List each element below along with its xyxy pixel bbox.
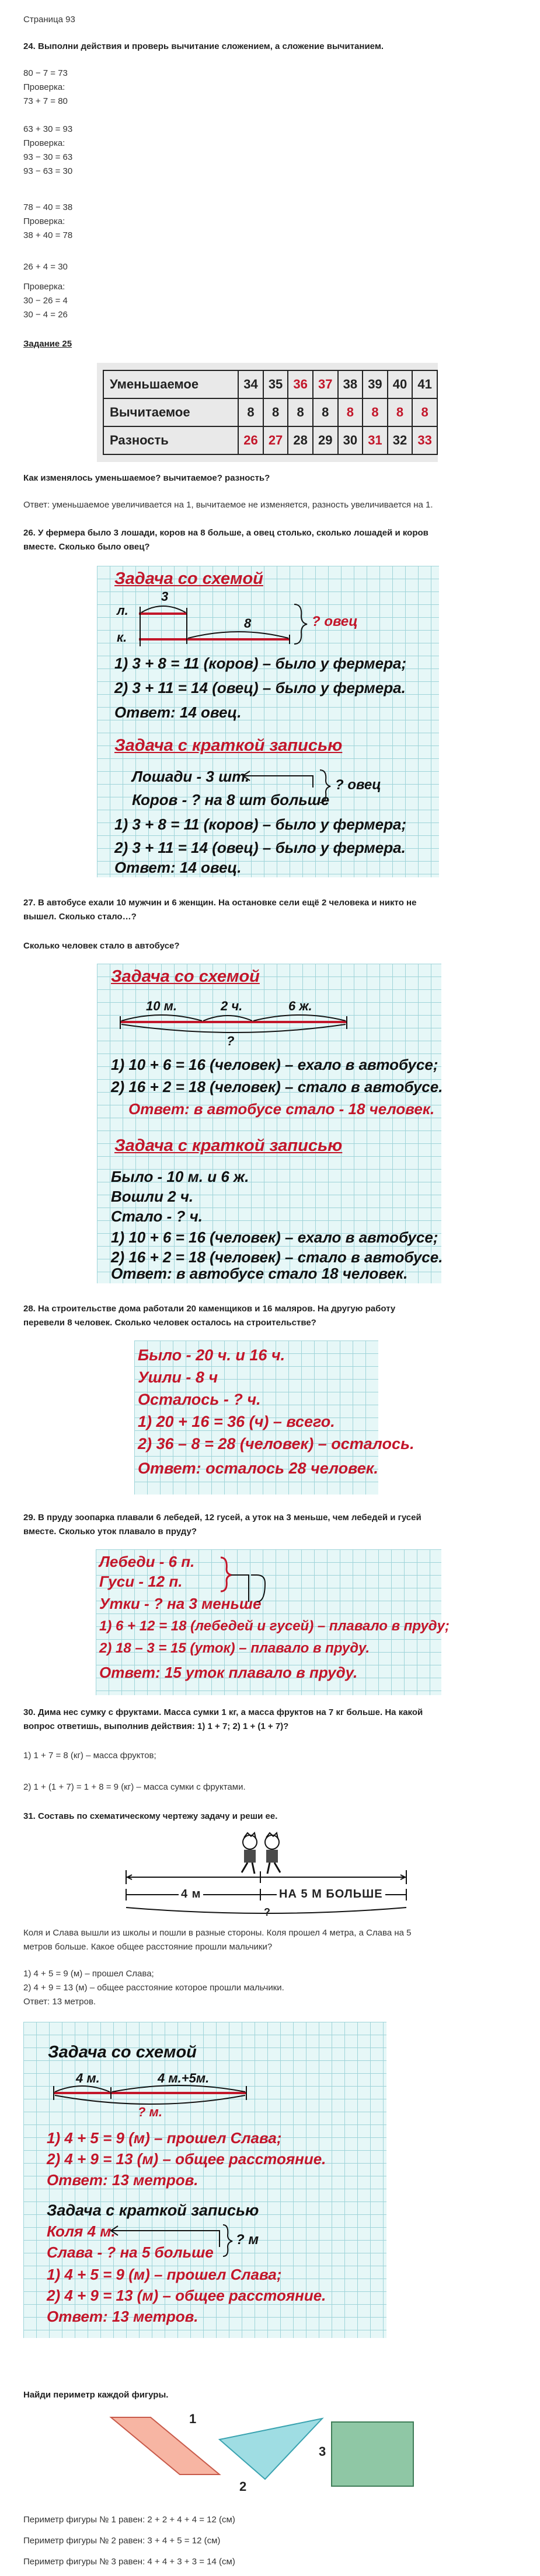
- answer: Ответ: 14 овец.: [114, 859, 242, 876]
- page-title: Страница 93: [23, 15, 75, 24]
- children-illustration: [114, 1831, 421, 1918]
- step-2: 2) 4 + 9 = 13 (м) – общее расстояние.: [47, 2287, 326, 2304]
- step-1: 1) 3 + 8 = 11 (коров) – было у фермера;: [114, 654, 407, 672]
- task30-heading: 30. Дима нес сумку с фруктами. Масса сумки 1 кг, а масса фруктов на 7 кг больше. На какой: [23, 1707, 423, 1717]
- figure-1-label: 1: [189, 2412, 197, 2426]
- step-2: 2) 36 – 8 = 28 (человек) – осталось.: [138, 1435, 414, 1452]
- task27-heading: вышел. Сколько стало…?: [23, 912, 137, 922]
- table-cell: 32: [388, 426, 413, 454]
- table-cell: 26: [238, 426, 263, 454]
- t24-line: 93 − 30 = 63: [23, 152, 73, 162]
- task28-worksheet: [134, 1340, 414, 1494]
- row-label: Вычитаемое: [103, 398, 238, 426]
- t24-line: 78 − 40 = 38: [23, 202, 73, 212]
- distance-slava: НА 5 М БОЛЬШЕ: [277, 1888, 385, 1901]
- label-eight: 8: [244, 616, 252, 631]
- t24-line: Проверка:: [23, 216, 65, 226]
- task31-text: Коля и Слава вышли из школы и пошли в разные стороны. Коля прошел 4 метра, а Слава на 5: [23, 1928, 412, 1938]
- scheme-title: Задача со схемой: [111, 967, 260, 986]
- answer: Ответ: 15 уток плавало в пруду.: [99, 1664, 358, 1681]
- table-cell: 8: [388, 398, 413, 426]
- table-row: [103, 426, 437, 454]
- task25-answer: Ответ: уменьшаемое увеличивается на 1, вычитаемое не изменяется, разность увеличивается на 1.: [23, 500, 433, 510]
- t24-line: 93 − 63 = 30: [23, 166, 73, 176]
- distance-kolya: 4 м: [179, 1888, 203, 1901]
- step-2: 2) 16 + 2 = 18 (человек) – стало в автобусе.: [111, 1078, 443, 1096]
- short-line: Лошади - 3 шт.: [132, 768, 250, 785]
- step-2: 2) 3 + 11 = 14 (овец) – было у фермера.: [114, 839, 406, 856]
- figures-drawing: [105, 2412, 432, 2499]
- short-line: Гуси - 12 п.: [99, 1573, 183, 1590]
- table-cell: 8: [263, 398, 288, 426]
- task31-text: метров больше. Какое общее расстояние прошли мальчики?: [23, 1942, 273, 1952]
- step-1: 1) 3 + 8 = 11 (коров) – было у фермера;: [114, 816, 407, 833]
- table-cell: 8: [363, 398, 388, 426]
- task30-line: 1) 1 + 7 = 8 (кг) – масса фруктов;: [23, 1751, 156, 1760]
- table-cell: 35: [263, 370, 288, 398]
- question-total: ? м.: [138, 2105, 162, 2119]
- task27-heading: 27. В автобусе ехали 10 мужчин и 6 женщин. На остановке сели ещё 2 человека и никто не: [23, 898, 417, 908]
- label-slava: 4 м.+5м.: [158, 2071, 210, 2085]
- short-brace: [96, 1549, 441, 1619]
- t24-line: 30 − 4 = 26: [23, 310, 68, 320]
- label-men: 10 м.: [146, 999, 177, 1013]
- task31-line: 2) 4 + 9 = 13 (м) – общее расстояние которое прошли мальчики.: [23, 1983, 284, 1993]
- step-2: 2) 3 + 11 = 14 (овец) – было у фермера.: [114, 679, 406, 696]
- answer: Ответ: осталось 28 человек.: [138, 1460, 378, 1477]
- row-label: Разность: [103, 426, 238, 454]
- task31-heading: 31. Составь по схематическому чертежу задачу и реши ее.: [23, 1811, 278, 1821]
- figure-2-label: 2: [239, 2479, 247, 2494]
- task31-line: 1) 4 + 5 = 9 (м) – прошел Слава;: [23, 1969, 154, 1979]
- short-line: Вошли 2 ч.: [111, 1188, 194, 1205]
- table-cell: 33: [412, 426, 437, 454]
- table-cell: 30: [338, 426, 363, 454]
- scheme-title: Задача со схемой: [114, 569, 263, 588]
- scheme-diagram: [97, 964, 441, 1051]
- step-1: 1) 20 + 16 = 36 (ч) – всего.: [138, 1413, 335, 1430]
- step-1: 1) 6 + 12 = 18 (лебедей и гусей) – плавало в пруду;: [99, 1618, 450, 1634]
- step-1: 1) 4 + 5 = 9 (м) – прошел Слава;: [47, 2129, 282, 2147]
- t24-line: 63 + 30 = 93: [23, 124, 73, 134]
- answer: Ответ: 14 овец.: [114, 704, 242, 721]
- table-cell: 8: [238, 398, 263, 426]
- perimeter-line: Периметр фигуры № 3 равен: 4 + 4 + 3 + 3 = 14 (см): [23, 2557, 235, 2567]
- table-cell: 37: [313, 370, 338, 398]
- task26-worksheet: [97, 566, 439, 877]
- task30-heading: вопрос ответишь, выполнив действия: 1) 1 + 7; 2) 1 + (1 + 7)?: [23, 1721, 289, 1731]
- table-cell: 29: [313, 426, 338, 454]
- task26-heading: 26. У фермера было 3 лошади, коров на 8 больше, а овец столько, сколько лошадей и коров: [23, 528, 428, 538]
- step-1: 1) 4 + 5 = 9 (м) – прошел Слава;: [47, 2266, 282, 2283]
- label-three: 3: [161, 589, 169, 604]
- task29-worksheet: [96, 1549, 450, 1695]
- answer: Ответ: в автобусе стало 18 человек.: [111, 1265, 408, 1282]
- task30-line: 2) 1 + (1 + 7) = 1 + 8 = 9 (кг) – масса сумки с фруктами.: [23, 1782, 246, 1792]
- question-total: ?: [227, 1034, 235, 1048]
- step-1: 1) 10 + 6 = 16 (человек) – ехало в автобусе;: [111, 1228, 438, 1246]
- step-1: 1) 10 + 6 = 16 (человек) – ехало в автобусе;: [111, 1056, 438, 1073]
- short-title: Задача с краткой записью: [114, 1136, 343, 1155]
- answer: Ответ: 13 метров.: [47, 2171, 198, 2189]
- task25-table-panel: [97, 363, 438, 462]
- task29-heading: вместе. Сколько уток плавало в пруду?: [23, 1527, 197, 1536]
- perimeter-heading: Найди периметр каждой фигуры.: [23, 2390, 169, 2400]
- task24-heading: 24. Выполни действия и проверь вычитание сложением, а сложение вычитанием.: [23, 41, 384, 51]
- table-cell: 40: [388, 370, 413, 398]
- table-cell: 38: [338, 370, 363, 398]
- table-cell: 8: [313, 398, 338, 426]
- scheme-diagram: [97, 566, 439, 659]
- short-line: Утки - ? на 3 меньше: [99, 1595, 262, 1612]
- question-sheep: ? овец: [312, 614, 358, 629]
- short-title: Задача с краткой записью: [47, 2202, 259, 2219]
- short-line: Лебеди - 6 п.: [99, 1553, 195, 1570]
- task27-worksheet: [97, 964, 441, 1283]
- table-cell: 36: [288, 370, 313, 398]
- short-line: Было - 20 ч. и 16 ч.: [138, 1346, 285, 1364]
- table-cell: 28: [288, 426, 313, 454]
- table-cell: 8: [338, 398, 363, 426]
- task26-heading: вместе. Сколько было овец?: [23, 542, 150, 552]
- task25-question: Как изменялось уменьшаемое? вычитаемое? разность?: [23, 473, 270, 483]
- t24-line: 80 − 7 = 73: [23, 68, 68, 78]
- row-label: Уменьшаемое: [103, 370, 238, 398]
- task29-heading: 29. В пруду зоопарка плавали 6 лебедей, 12 гусей, а уток на 3 меньше, чем лебедей и гусей: [23, 1513, 421, 1522]
- task28-heading: 28. На строительстве дома работали 20 каменщиков и 16 маляров. На другую работу: [23, 1304, 396, 1314]
- short-line: Стало - ? ч.: [111, 1208, 203, 1225]
- step-2: 2) 16 + 2 = 18 (человек) – стало в автобусе.: [111, 1248, 443, 1266]
- short-line: Было - 10 м. и 6 ж.: [111, 1168, 249, 1185]
- label-horses: л.: [117, 603, 128, 618]
- task31-worksheet: [23, 2022, 386, 2338]
- short-brace: [23, 2214, 386, 2273]
- task31-line: Ответ: 13 метров.: [23, 1997, 96, 2007]
- scheme-title: Задача со схемой: [48, 2043, 197, 2062]
- task25-heading: Задание 25: [23, 339, 72, 349]
- table-row: [103, 370, 437, 398]
- short-line: Слава - ? на 5 больше: [47, 2244, 214, 2261]
- question-total: ?: [264, 1906, 270, 1918]
- table-cell: 34: [238, 370, 263, 398]
- label-women: 6 ж.: [288, 999, 312, 1013]
- table-cell: 31: [363, 426, 388, 454]
- label-cows: к.: [117, 630, 127, 645]
- short-line: Ушли - 8 ч: [138, 1368, 218, 1386]
- short-line: Осталось - ? ч.: [138, 1391, 261, 1408]
- task31-drawing: [114, 1831, 421, 1918]
- t24-line: 73 + 7 = 80: [23, 96, 68, 106]
- answer: Ответ: в автобусе стало - 18 человек.: [128, 1100, 435, 1118]
- step-2: 2) 18 – 3 = 15 (уток) – плавало в пруду.: [99, 1640, 370, 1656]
- short-brace: [97, 758, 439, 817]
- short-title: Задача с краткой записью: [114, 736, 343, 755]
- question-sheep: ? овец: [335, 777, 381, 793]
- task28-heading: перевели 8 человек. Сколько человек осталось на строительстве?: [23, 1318, 316, 1328]
- label-people: 2 ч.: [221, 999, 243, 1013]
- short-line: Коров - ? на 8 шт больше: [132, 791, 330, 808]
- table-cell: 8: [288, 398, 313, 426]
- figure-3-label: 3: [319, 2444, 326, 2459]
- t24-line: 38 + 40 = 78: [23, 230, 73, 240]
- label-kolya: 4 м.: [76, 2071, 100, 2085]
- answer: Ответ: 13 метров.: [47, 2308, 198, 2325]
- t24-line: Проверка:: [23, 82, 65, 92]
- perimeter-line: Периметр фигуры № 2 равен: 3 + 4 + 5 = 12 (см): [23, 2536, 221, 2546]
- figures-panel: [105, 2412, 432, 2499]
- t24-line: 26 + 4 = 30: [23, 262, 68, 272]
- t24-line: Проверка:: [23, 138, 65, 148]
- table-cell: 8: [412, 398, 437, 426]
- task25-table: [103, 370, 438, 455]
- step-2: 2) 4 + 9 = 13 (м) – общее расстояние.: [47, 2150, 326, 2168]
- table-cell: 39: [363, 370, 388, 398]
- scheme-diagram: [23, 2022, 386, 2133]
- table-cell: 27: [263, 426, 288, 454]
- table-row: [103, 398, 437, 426]
- table-cell: 41: [412, 370, 437, 398]
- short-line: Коля 4 м.: [47, 2222, 116, 2240]
- t24-line: 30 − 26 = 4: [23, 296, 68, 306]
- perimeter-line: Периметр фигуры № 1 равен: 2 + 2 + 4 + 4 = 12 (см): [23, 2515, 235, 2525]
- t24-line: Проверка:: [23, 282, 65, 292]
- task27-question: Сколько человек стало в автобусе?: [23, 941, 180, 951]
- question-total: ? м: [236, 2232, 259, 2248]
